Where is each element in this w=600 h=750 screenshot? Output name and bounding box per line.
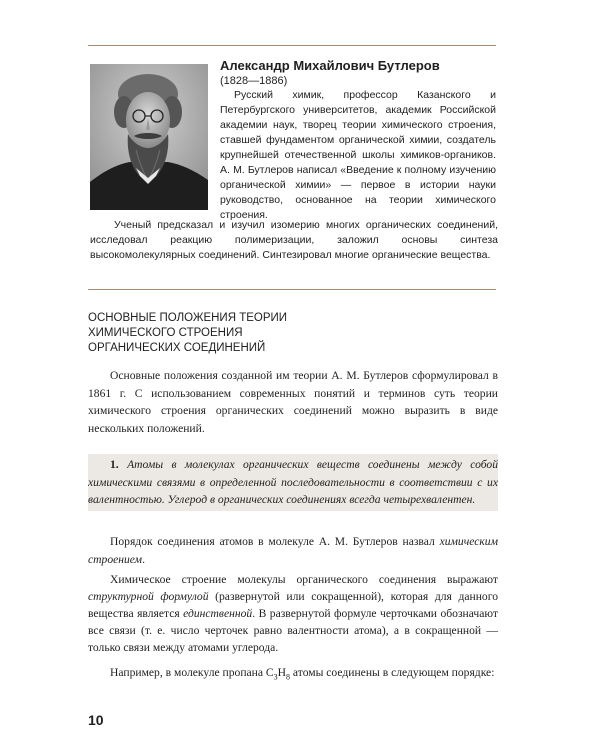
subscript: 3 [273,672,278,682]
biography-text-continued: Ученый предсказал и изучил изомерию многих органических соединений, исследовал реакцию полимеризации, заложил основы синтеза высокомолекулярных соединений. Синтезировал многие органические вещества. [90,219,498,261]
paragraph-text: Например, в молекуле пропана C [110,666,274,679]
term-structural-formula: структурной формулой [88,590,209,603]
principle-text: Атомы в молекулах органических веществ соединены между собой химическими связями в определенной последовательности в соответствии с их валентностью. Углерод в органических соединениях всегда четырехвалентен. [88,458,498,506]
principle-number: 1. [110,458,119,471]
biography-text: Русский химик, профессор Казанского и Петербургского университетов, академик Российской академии наук, творец теории химического строения, ставшей фундаментом органической химии, создатель крупнейшей отечественной школы химиков-органиков. А. М. Бутлеров написал «Введение к полному изучению органической химии» — первое в истории науки руководство, основанное на теории химического строения. [220,89,496,221]
portrait-illustration [90,64,208,210]
paragraph-text: . В развернутой формуле черточками обозначают все связи (т. е. число черточек равно валентности атома), а в сокращенной — только связи между атомами углерода. [88,607,498,654]
paragraph-text: . [142,552,145,566]
subscript: 8 [286,672,291,682]
paragraph-text: Порядок соединения атомов в молекуле А. М. Бутлеров назвал [110,535,440,548]
paragraph-text: H [277,666,287,679]
paragraph-propane [88,664,498,686]
person-years: (1828—1886) [220,75,288,87]
page-number: 10 [88,712,104,728]
paragraph-text: атомы соединены в следующем порядке: [290,666,495,679]
portrait-image [90,64,208,210]
section-title-line-3: ОРГАНИЧЕСКИХ СОЕДИНЕНИЙ [88,342,266,354]
top-divider [88,45,496,46]
section-title-line-1: ОСНОВНЫЕ ПОЛОЖЕНИЯ ТЕОРИИ [88,312,288,324]
section-title [88,311,388,356]
paragraph-text: (развернутой или сокращенной), которая для данного вещества является [88,590,498,620]
term-unique: единственной [183,607,253,620]
term-chemical-structure: химическим строением [88,535,498,566]
paragraph-chemical-structure [88,533,498,568]
paragraph-intro: Основные положения созданной им теории А. М. Бутлеров сформулировал в 1861 г. С использованием современных понятий и терминов суть теории химического строения органических соединений можно выразить в виде нескольких положений. [88,369,498,435]
person-name: Александр Михайлович Бутлеров [220,58,440,73]
principle-1 [88,454,498,511]
paragraph-structural-formula [88,571,498,656]
section-title-line-2: ХИМИЧЕСКОГО СТРОЕНИЯ [88,327,243,339]
bottom-divider [88,289,496,290]
paragraph-text: Химическое строение молекулы органического соединения выражают [110,573,498,586]
